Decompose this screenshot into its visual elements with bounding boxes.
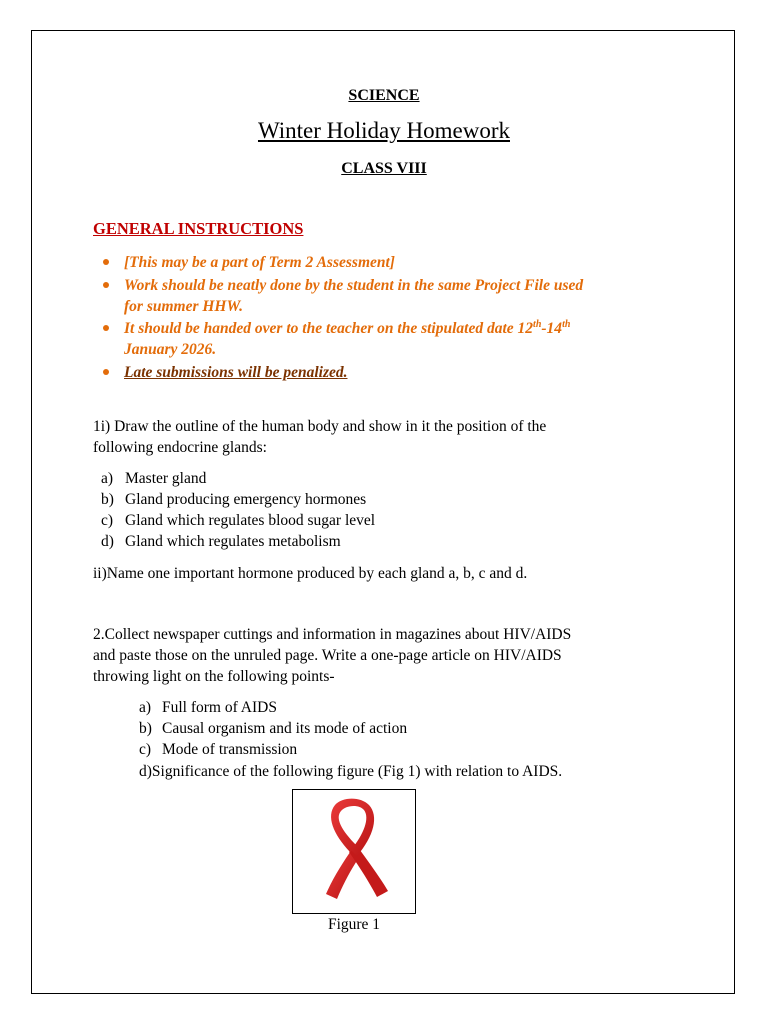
q1-text: 1i) Draw the outline of the human body and show in it the position of the (93, 418, 547, 435)
instruction-item-continued: for summer HHW. (124, 298, 243, 315)
q1-option-a-marker: a) (101, 470, 114, 487)
q1-option-c-marker: c) (101, 512, 114, 529)
q2-text: throwing light on the following points- (93, 668, 335, 685)
class-heading: CLASS VIII (341, 160, 427, 177)
q2-text: and paste those on the unruled page. Write a one-page article on HIV/AIDS (93, 647, 562, 664)
bullet-icon (103, 259, 109, 265)
instruction-item: Work should be neatly done by the student in the same Project File used (124, 277, 584, 294)
instruction-item: [This may be a part of Term 2 Assessment] (124, 254, 395, 271)
q1-part-ii: ii)Name one important hormone produced by each gland a, b, c and d. (93, 565, 528, 582)
red-ribbon-icon (293, 790, 414, 912)
q1-option-b: Gland producing emergency hormones (125, 491, 367, 508)
q1-text: following endocrine glands: (93, 439, 267, 456)
q2-option-a-marker: a) (139, 699, 152, 716)
q2-option-b-marker: b) (139, 720, 152, 737)
instruction-item-continued: January 2026. (124, 341, 217, 358)
bullet-icon (103, 369, 109, 375)
q2-option-c: Mode of transmission (162, 741, 298, 758)
q1-option-b-marker: b) (101, 491, 114, 508)
q2-text: 2.Collect newspaper cuttings and information in magazines about HIV/AIDS (93, 626, 572, 643)
instruction-item: It should be handed over to the teacher on the stipulated date 12th-14th (124, 318, 571, 337)
q1-option-c: Gland which regulates blood sugar level (125, 512, 376, 529)
bullet-icon (103, 325, 109, 331)
q2-option-a: Full form of AIDS (162, 699, 277, 716)
q2-option-c-marker: c) (139, 741, 152, 758)
q1-option-d-marker: d) (101, 533, 114, 550)
q1-option-d: Gland which regulates metabolism (125, 533, 341, 550)
general-instructions-heading: GENERAL INSTRUCTIONS (93, 219, 304, 238)
q2-option-d: d)Significance of the following figure (Fig 1) with relation to AIDS. (139, 763, 563, 780)
q2-option-b: Causal organism and its mode of action (162, 720, 408, 737)
page-title: Winter Holiday Homework (257, 118, 510, 143)
figure-1-frame (292, 789, 416, 914)
figure-caption: Figure 1 (327, 916, 381, 933)
bullet-icon (103, 282, 109, 288)
q1-option-a: Master gland (125, 470, 207, 487)
late-submission-warning: Late submissions will be penalized. (124, 364, 348, 381)
subject-heading: SCIENCE (348, 87, 420, 104)
